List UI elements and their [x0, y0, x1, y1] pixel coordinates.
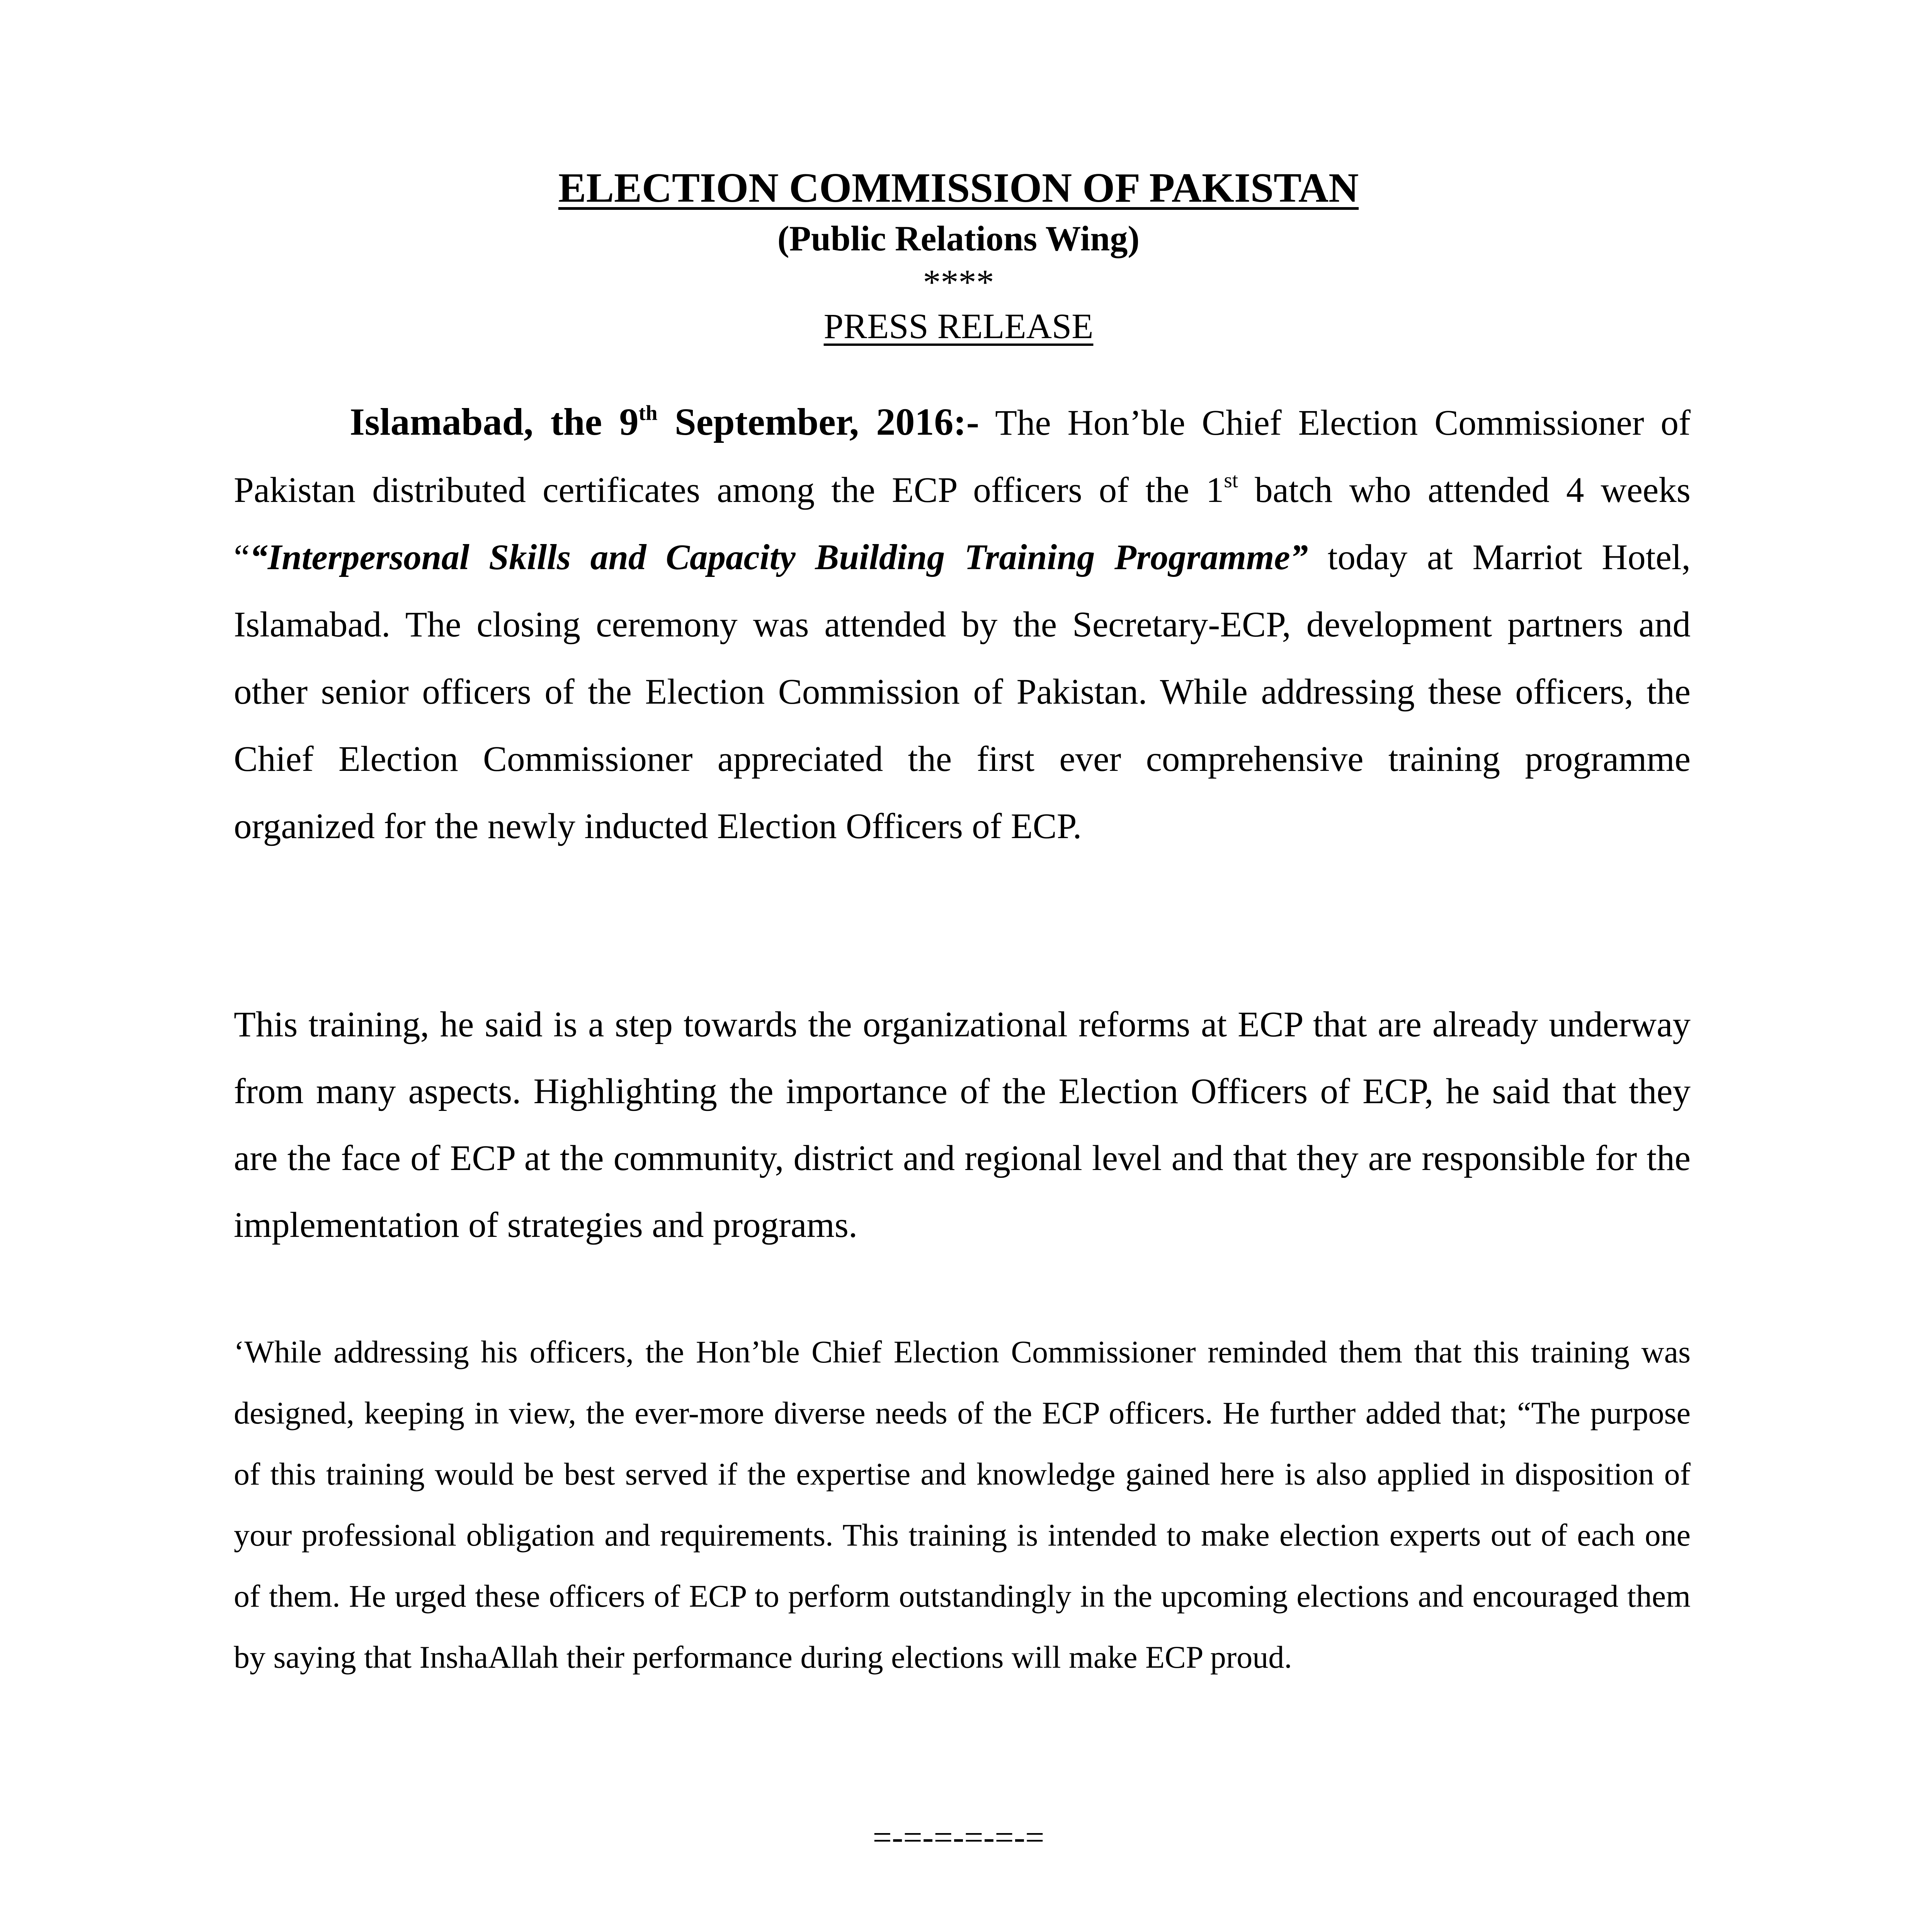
dateline-place: Islamabad, the 9: [350, 400, 639, 443]
end-separator: =-=-=-=-=-=: [873, 1819, 1044, 1856]
paragraph-1: [234, 388, 1691, 860]
dateline: [350, 400, 979, 443]
organization-title: ELECTION COMMISSION OF PAKISTAN: [558, 165, 1359, 211]
programme-name: “Interpersonal Skills and Capacity Building Training Programme”: [250, 537, 1308, 577]
dateline-ordinal: th: [638, 401, 658, 425]
paragraph-2: This training, he said is a step towards the organizational reforms at ECP that are already underway from many aspects. Highlighting the importance of the Election Officers of ECP, he said that they are the face of ECP at the community, district and regional level and that they are responsible for the implementation of strategies and programs.: [234, 1005, 1691, 1245]
batch-ordinal: st: [1224, 468, 1238, 492]
paragraph-1-text-b: batch who attended 4 weeks “: [234, 470, 1691, 577]
wing-subtitle: (Public Relations Wing): [777, 219, 1140, 258]
stars-divider: ****: [923, 262, 994, 302]
press-release-heading: PRESS RELEASE: [823, 306, 1094, 346]
paragraph-1-text-a: The Hon’ble Chief Election Commissioner of Pakistan distributed certificates among the ECP officers of the 1: [234, 403, 1691, 510]
paragraph-3: ‘While addressing his officers, the Hon’ble Chief Election Commissioner reminded them that this training was designed, keeping in view, the ever-more diverse needs of the ECP officers. He further added that; “The purpose of this training would be best served if the expertise and knowledge gained here is also applied in disposition of your professional obligation and requirements. This training is intended to make election experts out of each one of them. He urged these officers of ECP to perform outstandingly in the upcoming elections and encouraged them by saying that InshaAllah their performance during elections will make ECP proud.: [234, 1334, 1691, 1675]
dateline-date: September, 2016:-: [657, 400, 980, 443]
paragraph-1-text-c: today at Marriot Hotel, Islamabad. The closing ceremony was attended by the Secretary-ECP, development partners and other senior officers of the Election Commission of Pakistan. While addressing these officers, the Chief Election Commissioner appreciated the first ever comprehensive training programme organized for the newly inducted Election Officers of ECP.: [234, 537, 1691, 846]
